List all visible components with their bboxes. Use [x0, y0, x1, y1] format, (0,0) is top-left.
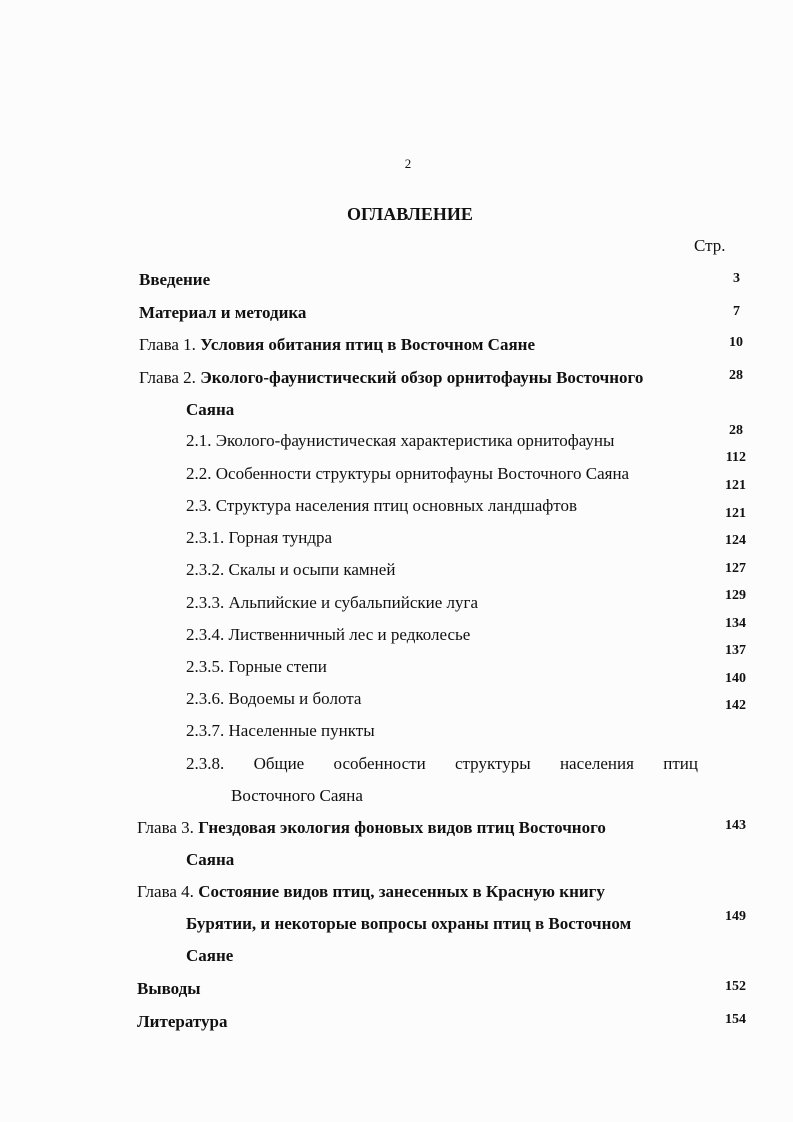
toc-entry-2-3-8: [186, 754, 698, 774]
toc-entry-intro: Введение: [139, 270, 211, 289]
chapter-2-prefix: Глава 2.: [139, 368, 196, 387]
toc-entry-2-2: 2.2. Особенности структуры орнитофауны Восточного Саяна: [186, 464, 630, 483]
chapter-3-title-line1: Гнездовая экология фоновых видов птиц Восточного: [198, 818, 606, 837]
page-ref: 140: [725, 671, 746, 686]
toc-entry-2-3-1: 2.3.1. Горная тундра: [186, 528, 333, 547]
chapter-4-title-line2: Бурятии, и некоторые вопросы охраны птиц в Восточном: [186, 914, 632, 933]
chapter-3-title-line2: Саяна: [186, 850, 235, 869]
page-ref: 134: [725, 616, 746, 631]
page-ref-chapter-1: 10: [729, 335, 743, 350]
toc-entry-literature: Литература: [137, 1012, 228, 1031]
toc-entry-2-3-2: 2.3.2. Скалы и осыпи камней: [186, 560, 396, 579]
toc-entry-2-3-3: 2.3.3. Альпийские и субальпийские луга: [186, 593, 479, 612]
page-ref-chapter-3: 143: [725, 818, 746, 833]
page-ref: 121: [725, 478, 746, 493]
toc-entry-chapter-1: [139, 335, 535, 355]
chapter-4-prefix: Глава 4.: [137, 882, 194, 901]
pages-column-header: Стр.: [694, 236, 726, 255]
toc-entry-chapter-4: [137, 882, 605, 902]
toc-entry-conclusions: Выводы: [137, 979, 201, 998]
page-ref: 129: [725, 588, 746, 603]
chapter-1-prefix: Глава 1.: [139, 335, 196, 354]
word: населения: [559, 754, 634, 773]
page-ref-conclusions: 152: [725, 979, 746, 994]
page-ref: 124: [725, 533, 746, 548]
toc-entry-chapter-2: [139, 368, 643, 388]
chapter-4-title-line1: Состояние видов птиц, занесенных в Красную книгу: [198, 882, 605, 901]
page-ref-material: 7: [733, 304, 740, 319]
page-ref-chapter-2: 28: [729, 368, 743, 383]
page-ref-chapter-4: 149: [725, 909, 746, 924]
page-ref: 121: [725, 506, 746, 521]
toc-entry-2-3-6: 2.3.6. Водоемы и болота: [186, 689, 362, 708]
toc-entry-2-3-4: 2.3.4. Лиственничный лес и редколесье: [186, 625, 471, 644]
page-ref: 28: [729, 423, 743, 438]
page-ref-intro: 3: [733, 271, 740, 286]
page-ref: 127: [725, 561, 746, 576]
toc-entry-2-3-5: 2.3.5. Горные степи: [186, 657, 327, 676]
toc-entry-2-3-8-line2: Восточного Саяна: [231, 786, 363, 805]
toc-entry-2-3-7: 2.3.7. Населенные пункты: [186, 721, 375, 740]
chapter-3-prefix: Глава 3.: [137, 818, 194, 837]
page-number: 2: [404, 156, 412, 171]
word: птиц: [663, 754, 698, 773]
chapter-4-title-line3: Саяне: [186, 946, 234, 965]
page-ref: 142: [725, 698, 746, 713]
toc-title: ОГЛАВЛЕНИЕ: [347, 204, 473, 224]
toc-entry-2-3: 2.3. Структура населения птиц основных ландшафтов: [186, 496, 578, 515]
word: Общие: [253, 754, 305, 773]
page-ref-literature: 154: [725, 1012, 746, 1027]
word: особенности: [333, 754, 426, 773]
chapter-1-title: Условия обитания птиц в Восточном Саяне: [200, 335, 535, 354]
chapter-2-title-line2: Саяна: [186, 400, 235, 419]
toc-entry-material: Материал и методика: [139, 303, 307, 322]
chapter-2-title-line1: Эколого-фаунистический обзор орнитофауны Восточного: [200, 368, 644, 387]
word: структуры: [455, 754, 531, 773]
toc-entry-chapter-3: [137, 818, 606, 838]
word: 2.3.8.: [186, 754, 225, 773]
toc-entry-2-1: 2.1. Эколого-фаунистическая характеристика орнитофауны: [186, 431, 615, 450]
page-ref: 137: [725, 643, 746, 658]
page-ref: 112: [725, 450, 746, 465]
